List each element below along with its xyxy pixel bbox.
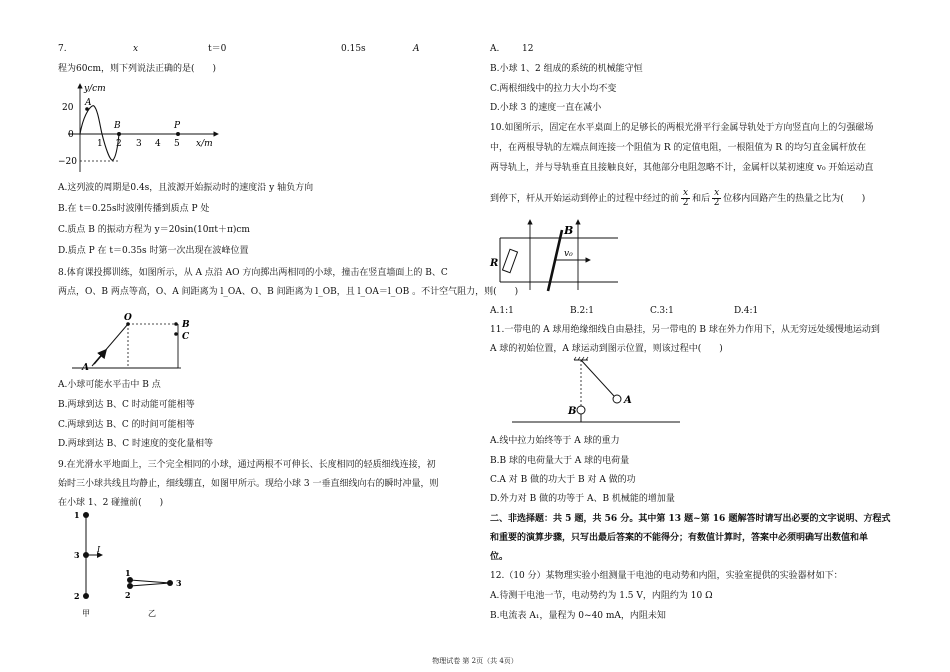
q9-option-a-value: 12 <box>522 44 534 54</box>
label-A: A <box>82 363 89 373</box>
q9-option-c: C.两根细线中的拉力大小均不变 <box>490 84 617 94</box>
caption-jia: 甲 <box>82 609 90 618</box>
point-B-label: B <box>114 121 121 131</box>
x-axis-label: x/m <box>196 139 213 149</box>
frac-1-num: x <box>683 188 689 198</box>
tick-x-2: 2 <box>116 139 122 149</box>
q10-stem-4c: 位移内回路产生的热量之比为( ) <box>723 194 866 204</box>
wave-curve <box>80 106 119 160</box>
q7-option-a: A.这列波的周期是0.4s，且波源开始振动时的速度沿 y 轴负方向 <box>58 183 314 193</box>
label-O: O <box>124 313 132 323</box>
tick-x-3: 3 <box>136 139 142 149</box>
label-2-jia: 2 <box>74 591 80 601</box>
q7-t0: t＝0 <box>208 44 227 54</box>
q9-option-d: D.小球 3 的速度一直在减小 <box>490 103 602 113</box>
label-1-yi: 1 <box>125 568 131 578</box>
ball-3-jia <box>83 552 89 558</box>
q11-stem-1: 11.一带电的 A 球用绝缘细线自由悬挂，另一带电的 B 球在外力作用下，从无穷远处缓慢地运动到 <box>490 325 880 335</box>
section-2-line-3: 位。 <box>490 552 509 562</box>
label-3-yi: 3 <box>176 578 182 588</box>
q7-wave-graph <box>58 82 228 177</box>
q7-option-c: C.质点 B 的振动方程为 y＝20sin(10πt＋π)cm <box>58 225 250 235</box>
label-1-jia: 1 <box>74 510 80 520</box>
section-2-line-1: 二、非选择题：共 5 题，共 56 分。其中第 13 题~第 16 题解答时请写出必要的文字说明、方程式 <box>490 514 891 524</box>
q9-option-a-label: A. <box>490 44 500 54</box>
ball-2-jia <box>83 593 89 599</box>
ball-A <box>613 395 621 403</box>
point-P <box>176 132 180 136</box>
section-2-line-2: 和重要的演算步骤，只写出最后答案的不能得分；有数值计算时，答案中必须明确写出数值和单 <box>490 533 869 543</box>
q7-option-d: D.质点 P 在 t＝0.35s 时第一次出现在波峰位置 <box>58 246 249 256</box>
frac-1-den: 2 <box>682 198 689 208</box>
q12-item-b: B.电流表 A₁，量程为 0~40 mA，内阻未知 <box>490 611 666 621</box>
q10-option-c: C.3:1 <box>650 306 674 316</box>
point-B <box>117 132 121 136</box>
q10-rail-diagram <box>490 216 620 296</box>
point-A-label: A <box>85 98 92 108</box>
q12-stem: 12.（10 分）某物理实验小组测量干电池的电动势和内阻，实验室提供的实验器材如下： <box>490 571 843 581</box>
q8-option-a: A.小球可能水平击中 B 点 <box>58 380 161 390</box>
frac-2 <box>712 189 721 208</box>
q11-option-c: C.A 对 B 做的功大于 B 对 A 做的功 <box>490 475 636 485</box>
label-B: B <box>568 406 577 417</box>
q7-015s: 0.15s <box>341 44 366 54</box>
q10-option-a: A.1:1 <box>490 306 514 316</box>
q10-stem-4b: 和后 <box>692 194 711 204</box>
tick-y-20: 20 <box>62 103 74 113</box>
tick-y-0: 0 <box>68 130 74 140</box>
q10-stem-3: 两导轨上，并与导轨垂直且接触良好，其他部分电阻忽略不计，金属杆以某初速度 v₀ 开始运动直 <box>490 163 874 173</box>
thread <box>581 360 614 396</box>
frac-1 <box>681 189 690 208</box>
q12-item-a: A.待测干电池一节，电动势约为 1.5 V，内阻约为 10 Ω <box>490 591 713 601</box>
impulse-label: I <box>97 545 101 554</box>
y-axis-label: y/cm <box>84 84 106 94</box>
q10-stem-2: 中，在两根导轨的左端点间连接一个阻值为 R 的定值电阻，一根阻值为 R 的均匀直金属杆放在 <box>490 143 866 153</box>
q8-option-d: D.两球到达 B、C 时速度的变化量相等 <box>58 439 213 449</box>
caption-yi: 乙 <box>148 609 156 618</box>
q10-option-b: B.2:1 <box>570 306 594 316</box>
tick-y-neg20: −20 <box>58 157 77 167</box>
q7-stem: 程为60cm，则下列说法正确的是( ) <box>58 64 217 74</box>
frac-2-num: x <box>714 188 720 198</box>
ball-B <box>577 406 585 414</box>
label-B-field: B <box>564 224 574 237</box>
q8-throw-diagram <box>72 312 202 374</box>
page-footer: 物理试卷 第 2页（共 4页） <box>432 657 518 665</box>
label-B: B <box>182 320 190 330</box>
tick-x-1: 1 <box>97 139 103 149</box>
q10-stem-4a: 到停下，杆从开始运动到停止的过程中经过的前 <box>490 194 680 204</box>
q7-x: x <box>133 44 139 54</box>
q11-stem-2: A 球的初始位置，A 球运动到图示位置，则该过程中( ) <box>490 344 723 354</box>
tick-x-5: 5 <box>174 139 180 149</box>
ball-1-jia <box>83 512 89 518</box>
q10-stem-1: 10.如图所示，固定在水平桌面上的足够长的两根光滑平行金属导轨处于方向竖直向上的匀强磁场 <box>490 123 874 133</box>
q7-A: A <box>413 44 420 54</box>
q8-stem-2: 两点，O、B 两点等高，O、A 间距离为 l_OA、O、B 间距离为 l_OB，且 l_OA＝l_OB 。不计空气阻力，则( ) <box>58 287 519 297</box>
q9-stem-2: 始时三小球共线且均静止，细线绷直，如图甲所示。现给小球 3 一垂直细线向右的瞬时冲量，则 <box>58 479 439 489</box>
point-P-label: P <box>174 121 181 131</box>
label-A: A <box>624 395 632 406</box>
q7-number: 7. <box>58 44 67 54</box>
label-v0: v₀ <box>564 249 573 259</box>
q8-stem-1: 8.体育课投掷训练，如图所示，从 A 点沿 AO 方向掷出两相同的小球，撞击在竖直墙面上的 B、C <box>58 268 448 278</box>
q11-option-b: B.B 球的电荷量大于 A 球的电荷量 <box>490 456 630 466</box>
q10-option-d: D.4:1 <box>734 306 759 316</box>
q11-pendulum-diagram <box>552 356 682 428</box>
ball-3-yi <box>167 580 173 586</box>
label-2-yi: 2 <box>125 590 131 600</box>
q11-option-d: D.外力对 B 做的功等于 A、B 机械能的增加量 <box>490 494 675 504</box>
q9-stem-3: 在小球 1、2 碰撞前( ) <box>58 498 164 508</box>
tick-x-4: 4 <box>155 139 161 149</box>
label-C: C <box>182 332 190 342</box>
q9-balls-diagram <box>68 510 198 622</box>
q11-option-a: A.线中拉力始终等于 A 球的重力 <box>490 436 620 446</box>
q9-option-b: B.小球 1、2 组成的系统的机械能守恒 <box>490 64 643 74</box>
q7-option-b: B.在 t＝0.25s时波刚传播到质点 P 处 <box>58 204 210 214</box>
arrow-on-AO <box>94 350 106 364</box>
label-R: R <box>490 258 499 269</box>
q8-option-c: C.两球到达 B、C 的时间可能相等 <box>58 420 195 430</box>
label-3-jia: 3 <box>74 550 80 560</box>
q8-option-b: B.两球到达 B、C 时动能可能相等 <box>58 400 195 410</box>
resistor <box>502 249 517 272</box>
q10-stem-4 <box>490 189 865 208</box>
ball-2-yi <box>127 583 133 589</box>
frac-2-den: 2 <box>713 198 720 208</box>
q9-stem-1: 9.在光滑水平地面上，三个完全相同的小球，通过两根不可伸长、长度相同的轻质细线连接，初 <box>58 460 436 470</box>
